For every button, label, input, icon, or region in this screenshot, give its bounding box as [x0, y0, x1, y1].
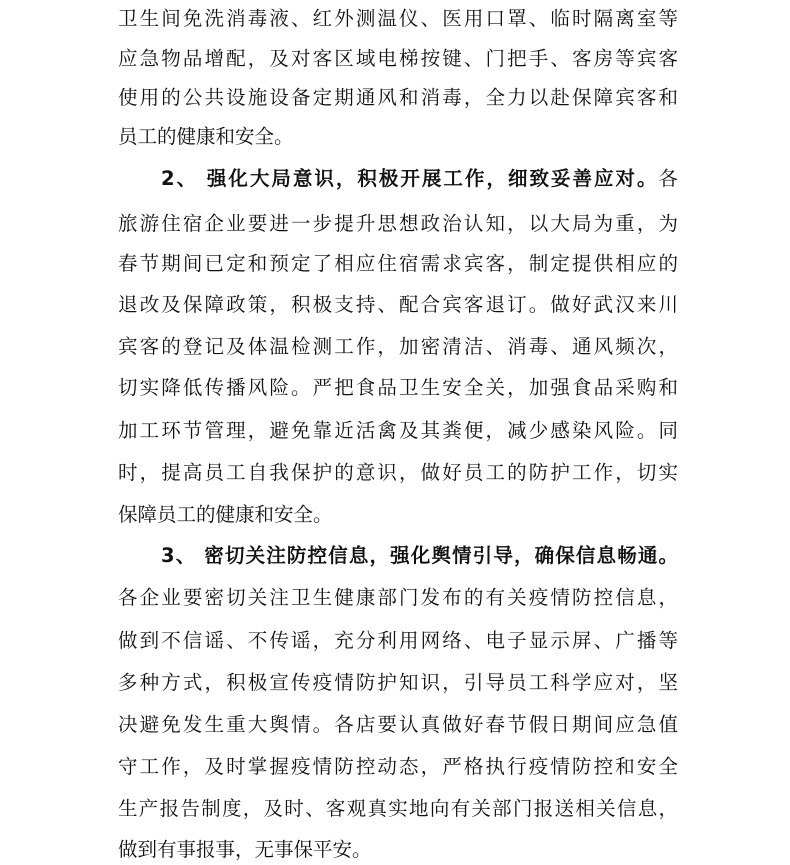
- section-2-first-line-tail: 各: [658, 167, 678, 190]
- body-line: 决避免发生重大舆情。各店要认真做好春节假日期间应急值: [118, 713, 678, 736]
- body-line: 使用的公共设施设备定期通风和消毒，全力以赴保障宾客和: [118, 86, 678, 109]
- body-line: 员工的健康和安全。: [118, 125, 294, 148]
- body-line: 保障员工的健康和安全。: [118, 503, 333, 526]
- body-line: 时，提高员工自我保护的意识，做好员工的防护工作，切实: [118, 461, 678, 484]
- body-line: 做到有事报事，无事保平安。: [118, 838, 372, 861]
- body-line: 切实降低传播风险。严把食品卫生安全关，加强食品采购和: [118, 376, 678, 399]
- section-2-first-line: [161, 164, 678, 194]
- body-line: 加工环节管理，避免靠近活禽及其粪便，减少感染风险。同: [118, 419, 678, 442]
- body-line: 旅游住宿企业要进一步提升思想政治认知，以大局为重，为: [118, 212, 678, 235]
- section-2-heading: 2、 强化大局意识，积极开展工作，细致妥善应对。: [161, 167, 659, 190]
- body-line: 春节期间已定和预定了相应住宿需求宾客，制定提供相应的: [118, 252, 678, 275]
- section-3-first-line: [161, 541, 678, 571]
- body-line: 做到不信谣、不传谣，充分利用网络、电子显示屏、广播等: [118, 629, 678, 652]
- body-line: 守工作，及时掌握疫情防控动态，严格执行疫情防控和安全: [118, 755, 678, 778]
- body-line: 卫生间免洗消毒液、红外测温仪、医用口罩、临时隔离室等: [118, 7, 678, 30]
- body-line: 多种方式，积极宣传疫情防护知识，引导员工科学应对，坚: [118, 671, 678, 694]
- body-line: 宾客的登记及体温检测工作，加密清洁、消毒、通风频次，: [118, 335, 678, 358]
- body-line: 各企业要密切关注卫生健康部门发布的有关疫情防控信息，: [118, 586, 678, 609]
- section-3-heading: 3、 密切关注防控信息，强化舆情引导，确保信息畅通。: [161, 544, 678, 567]
- body-line: 生产报告制度，及时、客观真实地向有关部门报送相关信息，: [118, 797, 678, 820]
- body-line: 应急物品增配，及对客区域电梯按键、门把手、客房等宾客: [118, 47, 678, 70]
- body-line: 退改及保障政策，积极支持、配合宾客退订。做好武汉来川: [118, 293, 678, 316]
